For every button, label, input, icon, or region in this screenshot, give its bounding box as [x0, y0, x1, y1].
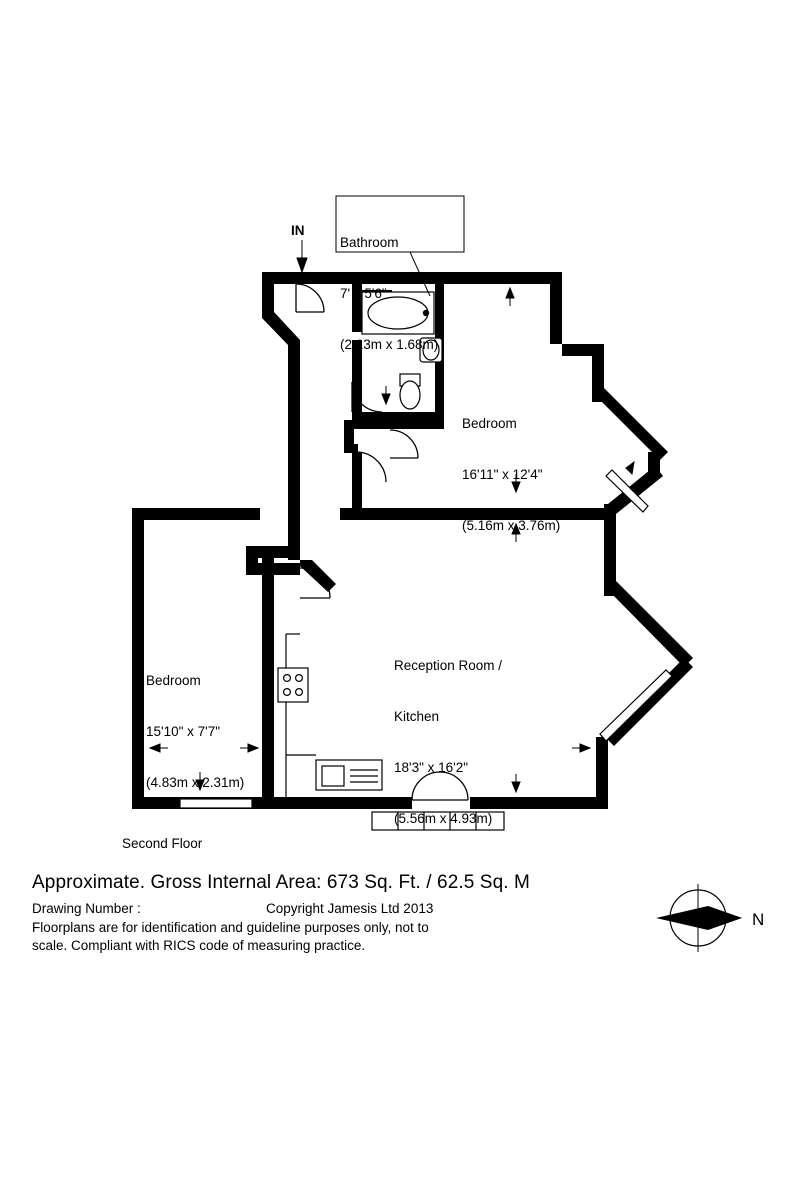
compass-rose	[648, 878, 788, 958]
disclaimer-line-1: Floorplans are for identification and guideline purposes only, not to	[32, 920, 429, 935]
room-dim-imperial: 18'3" x 16'2"	[394, 760, 469, 775]
floor-label: Second Floor	[122, 836, 203, 851]
disclaimer-line-2: scale. Compliant with RICS code of measuring practice.	[32, 938, 366, 953]
room-dim-metric: (5.16m x 3.76m)	[462, 518, 561, 533]
entrance-label: IN	[291, 223, 305, 238]
room-dim-metric: (5.56m x 4.93m)	[394, 811, 493, 826]
room-dim-imperial: 15'10" x 7'7"	[146, 724, 221, 739]
room-name: Bathroom	[340, 235, 399, 250]
drawing-number-label: Drawing Number :	[32, 901, 141, 916]
room-label-bedroom-1	[462, 381, 560, 568]
copyright-text: Copyright Jamesis Ltd 2013	[266, 901, 434, 916]
room-dim-imperial: 16'11" x 12'4"	[462, 467, 543, 482]
room-name: Reception Room /	[394, 658, 503, 673]
room-name-2: Kitchen	[394, 709, 440, 724]
room-dim-imperial: 7' x 5'6"	[340, 286, 387, 301]
kitchen-fixtures	[278, 634, 382, 797]
room-name: Bedroom	[462, 416, 517, 431]
room-label-reception-kitchen	[394, 623, 502, 861]
room-label-bathroom	[340, 200, 438, 387]
gross-internal-area-text: Approximate. Gross Internal Area: 673 Sq. Ft. / 62.5 Sq. M	[32, 872, 530, 893]
room-dim-metric: (2.13m x 1.68m)	[340, 337, 439, 352]
compass-north-label: N	[752, 910, 765, 929]
room-dim-metric: (4.83m x 2.31m)	[146, 775, 245, 790]
room-label-bedroom-2	[146, 638, 244, 825]
room-name: Bedroom	[146, 673, 201, 688]
